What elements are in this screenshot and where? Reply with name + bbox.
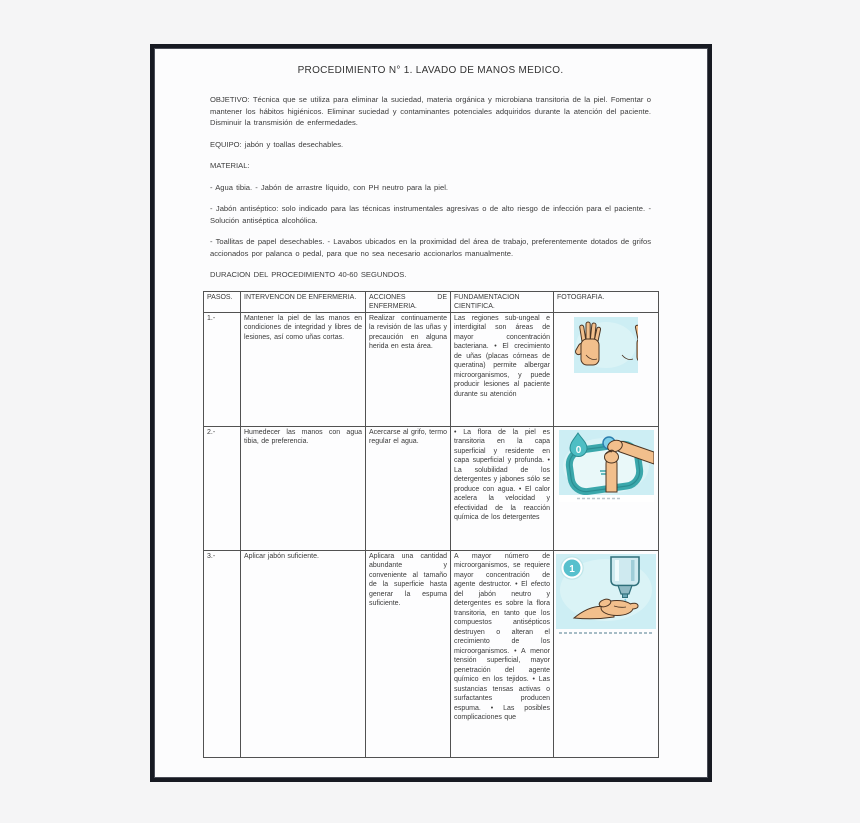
cell-fotografia	[554, 426, 659, 550]
cell-acciones: Acercarse al grifo, termo regular el agua.	[366, 426, 451, 550]
cell-intervencion: Mantener la piel de las manos en condiciones de integridad y libres de lesiones, así como uñas cortas.	[241, 312, 366, 426]
cell-intervencion: Aplicar jabón suficiente.	[241, 550, 366, 757]
table-row-step-1	[204, 312, 659, 426]
photo-caption-smudge	[559, 632, 653, 634]
col-header-fotografia: FOTOGRAFIA.	[554, 291, 659, 312]
cell-paso: 1.-	[204, 312, 241, 426]
cell-acciones: Realizar continuamente la revisión de las uñas y precaución en alguna herida en esta área.	[366, 312, 451, 426]
soap-dispenser-over-hand-illustration-icon	[556, 554, 656, 629]
document-title: PROCEDIMIENTO N° 1. LAVADO DE MANOS MEDICO.	[297, 65, 564, 76]
cell-fundamentacion: • La flora de la piel es transitoria en la capa superficial y residente en capa superficial y profunda. • La solubilidad de los detergentes y jabones sólo se produce con agua. • El calor acelera la velocidad y efectividad de la reacción química de los detergentes	[451, 426, 554, 550]
cell-acciones: Aplicara una cantidad abundante y conveniente al tamaño de la superficie hasta generar la espuma suficiente.	[366, 550, 451, 757]
washing-hands-in-sink-illustration-icon	[559, 430, 654, 502]
col-header-fundamentacion: FUNDAMENTACION CIENTIFICA.	[451, 291, 554, 312]
step-number-badge: 0	[575, 444, 581, 456]
col-header-acciones: ACCIONES DE ENFERMERIA.	[366, 291, 451, 312]
document-page	[150, 44, 712, 782]
cell-intervencion: Humedecer las manos con agua tibia, de preferencia.	[241, 426, 366, 550]
table-header-row	[204, 291, 659, 312]
cell-fundamentacion: Las regiones sub-ungeal e interdigital son áreas de mayor concentración bacteriana. • El crecimiento de uñas (placas córneas de queratina) permite albergar microorganismos, y puede producir lesiones al paciente durante su atención	[451, 312, 554, 426]
cell-fotografia	[554, 312, 659, 426]
material-heading: MATERIAL:	[210, 161, 250, 170]
material-item-1: - Agua tibia. - Jabón de arrastre líquido, con PH neutro para la piel.	[210, 182, 448, 192]
hands-palms-up-illustration-icon	[574, 317, 638, 373]
cell-paso: 2.-	[204, 426, 241, 550]
material-item-3: - Toallitas de papel desechables. - Lavabos ubicados en la proximidad del área de trabajo, preferentemente dotados de grifos accionados por palanca o pedal, para que no sea necesario accionarlos manualmente.	[210, 237, 651, 258]
material-item-2: - Jabón antiséptico: solo indicado para las técnicas instrumentales agresivas o de alto riesgo de infección para el paciente. - Solución antiséptica alcohólica.	[210, 204, 651, 225]
step-number-badge: 1	[569, 563, 575, 575]
cell-fundamentacion: A mayor número de microorganismos, se requiere mayor concentración de agente destructor. • El efecto del jabón neutro y detergentes es sobre la flora transitoria, en tanto que los compuestos antisépticos destruyen o alteran el crecimiento de los microorganismos. • A menor tensión superficial, mayor penetración del agente químico en los tejidos. • Las sustancias tensas activas o surfactantes producen espuma. • Las posibles complicaciones que	[451, 550, 554, 757]
table-row-step-3	[204, 550, 659, 757]
col-header-intervencion: INTERVENCON DE ENFERMERIA.	[241, 291, 366, 312]
duration-paragraph: DURACION DEL PROCEDIMIENTO 40-60 SEGUNDOS.	[210, 270, 407, 279]
document-content	[154, 48, 708, 758]
objective-paragraph: OBJETIVO: Técnica que se utiliza para eliminar la suciedad, materia orgánica y microbiana transitoria de la piel. Fomentar o mantener los hábitos higiénicos. Eliminar suciedad y contaminantes potenciales adquiridos durante la atención del paciente. Disminuir la transmisión de enfermedades.	[210, 95, 651, 127]
cell-paso: 3.-	[204, 550, 241, 757]
equipment-paragraph: EQUIPO: jabón y toallas desechables.	[210, 139, 344, 149]
procedure-table	[203, 291, 659, 758]
cell-fotografia	[554, 550, 659, 757]
table-row-step-2	[204, 426, 659, 550]
col-header-pasos: PASOS.	[204, 291, 241, 312]
